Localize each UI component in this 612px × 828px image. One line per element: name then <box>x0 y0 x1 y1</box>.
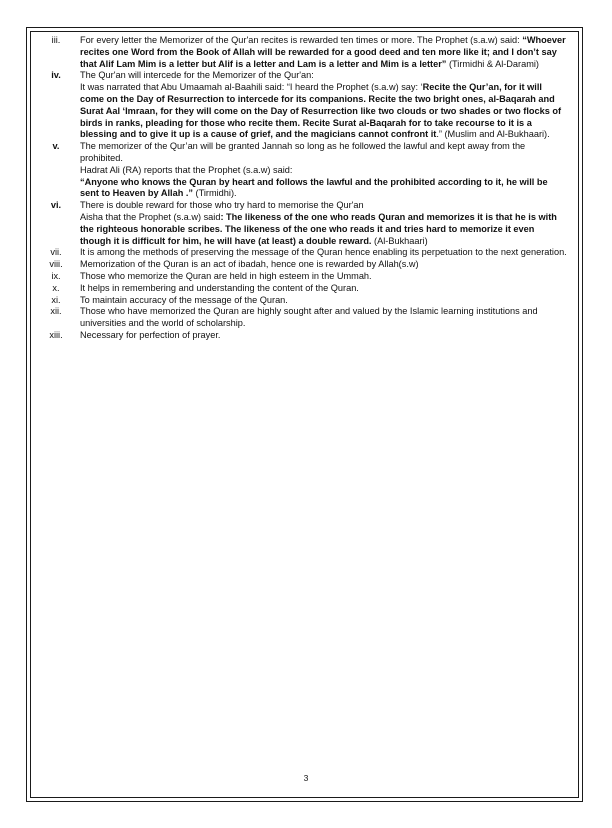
list-item-paragraph <box>80 141 568 165</box>
list-item-number: xi. <box>51 294 61 305</box>
text-run: It was narrated that Abu Umaamah al-Baahili said: “I heard the Prophet (s.a.w) say: ‘ <box>80 82 423 93</box>
text-run: Those who memorize the Quran are held in high esteem in the Ummah. <box>80 270 372 281</box>
list-item-paragraph <box>80 212 568 247</box>
text-run: (Tirmidhi & Al-Darami) <box>446 58 539 69</box>
list-item <box>40 283 568 295</box>
text-run: It is among the methods of preserving the message of the Quran hence enabling its perpetuation to the next generation. <box>80 247 567 258</box>
hadith-quote: : The likeness of the one who reads Quran and memorizes it is that he is with the righteous honorable scribes. The likeness of the one who reads it and tries hard to memorize it even though it is difficult for him, he will have (at least) a double reward. <box>80 211 557 246</box>
text-run: To maintain accuracy of the message of the Quran. <box>80 294 288 305</box>
list-item-number: vii. <box>50 247 62 258</box>
list-item-paragraph <box>80 200 568 212</box>
list-item-number: xiii. <box>49 329 63 340</box>
hadith-quote: “Anyone who knows the Quran by heart and follows the lawful and the prohibited according to it, he will be sent to Heaven by Allah .” <box>80 176 548 199</box>
list-item <box>40 70 568 141</box>
list-item-paragraph <box>80 259 568 271</box>
list-item-paragraph <box>80 283 568 295</box>
hadith-quote: “Whoever recites one Word from the Book of Allah will be rewarded for a good deed and ten more like it; and I don’t say that Alif Lam Mim is a letter but Alif is a letter and Lam is a letter and Mim is a letter” <box>80 35 566 69</box>
list-item <box>40 295 568 307</box>
list-item-paragraph <box>80 306 568 330</box>
list-item <box>40 306 568 330</box>
list-item-paragraph <box>80 177 568 201</box>
text-run: .” (Muslim and Al-Bukhaari). <box>436 129 550 140</box>
list-item-number: v. <box>52 141 60 152</box>
list-item-number: xii. <box>50 306 62 317</box>
list-item <box>40 271 568 283</box>
list-item-paragraph <box>80 330 568 342</box>
list-item-paragraph <box>80 35 568 70</box>
list-item-number: viii. <box>49 259 63 270</box>
text-run: Memorization of the Quran is an act of ibadah, hence one is rewarded by Allah(s.w) <box>80 259 419 270</box>
text-run: There is double reward for those who try hard to memorise the Qur'an <box>80 200 364 211</box>
list-item <box>40 330 568 342</box>
list-item-number: iii. <box>51 35 61 45</box>
benefits-list <box>40 35 568 342</box>
text-run: It helps in remembering and understanding the content of the Quran. <box>80 282 359 293</box>
text-run: The Qur'an will intercede for the Memorizer of the Qur'an: <box>80 70 314 81</box>
text-run: (Tirmidhi). <box>193 188 237 199</box>
list-item-number: x. <box>52 282 60 293</box>
list-item-paragraph <box>80 271 568 283</box>
text-run: Aisha that the Prophet (s.a.w) said <box>80 211 221 222</box>
list-item-paragraph <box>80 247 568 259</box>
list-item <box>40 259 568 271</box>
list-item-number: vi. <box>50 200 62 211</box>
text-run: For every letter the Memorizer of the Qur'an recites is rewarded ten times or more. The Prophet (s.a.w) said: <box>80 35 523 45</box>
list-item-paragraph <box>80 70 568 82</box>
text-run: (Al-Bukhaari) <box>371 235 428 246</box>
list-item <box>40 35 568 70</box>
list-item-paragraph <box>80 165 568 177</box>
list-item <box>40 200 568 247</box>
text-run: Hadrat Ali (RA) reports that the Prophet (s.a.w) said: <box>80 164 293 175</box>
list-item-paragraph <box>80 295 568 307</box>
list-item <box>40 141 568 200</box>
text-run: Those who have memorized the Quran are highly sought after and valued by the Islamic learning institutions and universities and the world of scholarship. <box>80 306 538 329</box>
page-number: 3 <box>303 773 309 783</box>
list-item-number: iv. <box>51 70 61 81</box>
list-item-number: ix. <box>51 270 61 281</box>
text-run: Necessary for perfection of prayer. <box>80 329 221 340</box>
list-item <box>40 247 568 259</box>
list-item-paragraph <box>80 82 568 141</box>
text-run: The memorizer of the Qur’an will be granted Jannah so long as he followed the lawful and kept away from the prohibited. <box>80 141 526 163</box>
hadith-quote: Recite the Qur’an, for it will come on the Day of Resurrection to intercede for its companions. Recite the two bright ones, al-Baqarah and Surat Aal ‘Imraan, for they will come on the Day of Resurrection like two clouds or two shades or two flocks of birds in ranks, pleading for those who recite them. Recite Surat al-Baqarah for to take recourse to it is a blessing and to give it up is a cause of grief, and the magicians cannot confront it <box>80 82 562 140</box>
